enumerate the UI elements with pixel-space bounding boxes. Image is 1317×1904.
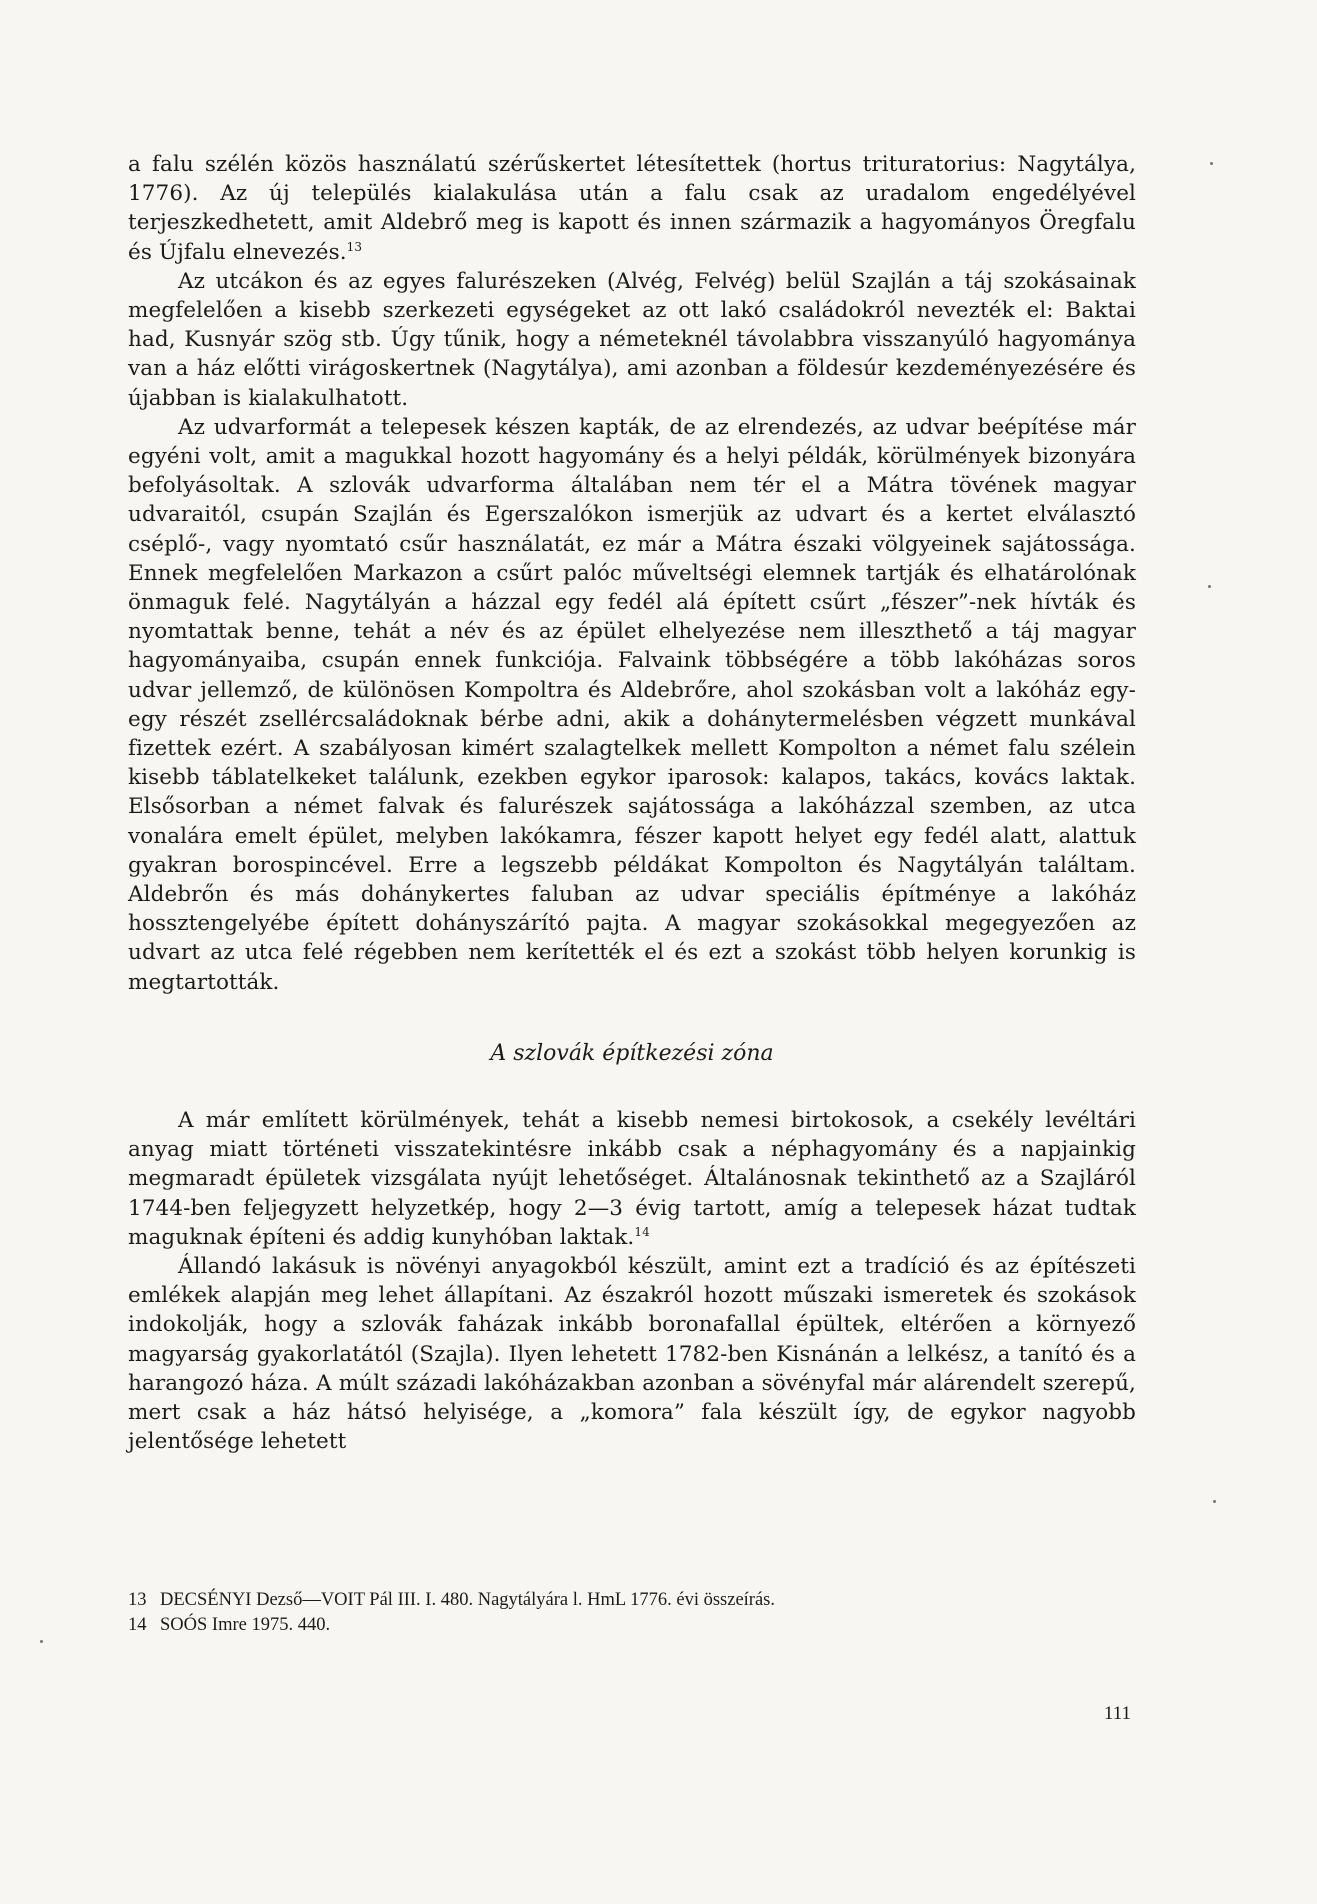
section-paragraph-1: A már említett körülmények, tehát a kisebb nemesi birtokosok, a csekély levéltári anyag miatt történeti visszatekintésre inkább csak a néphagyomány és a napjainkig megmaradt épületek vizsgálata nyújt lehetőséget. Általánosnak tekinthető az a Szajláról 1744-ben feljegyzett helyzetkép, hogy 2—3 évig tartott, amíg a telepesek házat tudtak maguknak építeni és addig kunyhóban laktak.$^{14}$ bbox=[128, 1107, 1136, 1250]
footnote-ref-14: 14 bbox=[634, 1224, 650, 1239]
footnotes bbox=[128, 1588, 1136, 1638]
section-title: A szlovák építkezési zóna bbox=[490, 1040, 774, 1066]
page-number: 111 bbox=[1103, 1703, 1131, 1724]
footnote-ref-13: 13 bbox=[346, 239, 363, 254]
footnote-text: SOÓS Imre 1975. 440. bbox=[160, 1615, 331, 1635]
footnote-13 bbox=[128, 1588, 1136, 1613]
scan-speck bbox=[1208, 585, 1211, 588]
footnote-number: 13 bbox=[128, 1590, 147, 1610]
footnote-text: DECSÉNYI Dezső—VOIT Pál III. I. 480. Nagytályára l. HmL 1776. évi összeírás. bbox=[160, 1590, 775, 1610]
page-body bbox=[128, 150, 1136, 1456]
paragraph-1: a falu szélén közös használatú szérűskertet létesítettek (hortus trituratorius: Nagytálya, 1776). Az új település kialakulása után a falu csak az uradalom engedélyével terjeszkedhetett, amit Aldebrő meg is kapott és innen származik a hagyományos Öregfalu és Újfalu elnevezés.$^{13}$ bbox=[128, 152, 1136, 265]
scan-speck bbox=[1210, 162, 1213, 165]
scan-speck bbox=[40, 1640, 43, 1643]
scan-speck bbox=[1213, 1500, 1216, 1503]
footnote-14 bbox=[128, 1613, 1136, 1638]
footnote-number: 14 bbox=[128, 1615, 147, 1635]
main-text bbox=[128, 150, 1136, 997]
paragraph-2: Az utcákon és az egyes falurészeken (Alvég, Felvég) belül Szajlán a táj szokásainak megfelelően a kisebb szerkezeti egységeket az ott lakó családokról nevezték el: Baktai had, Kusnyár szög stb. Úgy tűnik, hogy a németeknél távolabbra visszanyúló hagyománya van a ház előtti virágoskertnek (Nagytálya), ami azonban a földesúr kezdeményezésére és újabban is kialakulhatott. bbox=[128, 268, 1136, 411]
paragraph-3: Az udvarformát a telepesek készen kapták, de az elrendezés, az udvar beépítése már egyéni volt, amit a magukkal hozott hagyomány és a helyi példák, körülmények bizonyára befolyásoltak. A szlovák udvarforma általában nem tér el a Mátra tövének magyar udvaraitól, csupán Szajlán és Egerszalókon ismerjük az udvart és a kertet elválasztó cséplő-, vagy nyomtató csűr használatát, ez már a Mátra északi völgyeinek sajátossága. Ennek megfelelően Markazon a csűrt palóc műveltségi elemnek tartják és elhatárolónak önmaguk felé. Nagytályán a házzal egy fedél alá épített csűrt „fészer”-nek hívták és nyomtattak benne, tehát a név és az épület elhelyezése nem illeszthető a táj magyar hagyományaiba, csupán ennek funkciója. Falvaink többségére a több lakóházas soros udvar jellemző, de különösen Kompoltra és Aldebrőre, ahol szokásban volt a lakóház egy-egy részét zsellércsaládoknak bérbe adni, akik a dohánytermelésben végzett munkával fizettek ezért. A szabályosan kimért szalagtelkek mellett Kompolton a német falu szélein kisebb táblatelkeket találunk, ezekben egykor iparosok: kalapos, takács, kovács laktak. Elsősorban a német falvak és falurészek sajátossága a lakóházzal szemben, az utca vonalára emelt épület, melyben lakókamra, fészer kapott helyet egy fedél alatt, alattuk gyakran borospincével. Erre a legszebb példákat Kompolton és Nagytályán találtam. Aldebrőn és más dohánykertes faluban az udvar speciális építménye a lakóház hossztengelyébe épített dohányszárító pajta. A magyar szokásokkal megegyezően az udvart az utca felé régebben nem kerítették el és ezt a szokást több helyen korunkig is megtartották. bbox=[128, 414, 1136, 995]
section-paragraph-2: Állandó lakásuk is növényi anyagokból készült, amint ezt a tradíció és az építészeti emlékek alapján meg lehet állapítani. Az északról hozott műszaki ismeretek és szokások indokolják, hogy a szlovák faházak inkább boronafallal épültek, eltérően a környező magyarság gyakorlatától (Szajla). Ilyen lehetett 1782-ben Kisnánán a lelkész, a tanító és a harangozó háza. A múlt századi lakóházakban azonban a sövényfal már alárendelt szerepű, mert csak a ház hátsó helyisége, a „komora” fala készült így, de egykor nagyobb jelentősége lehetett bbox=[128, 1253, 1136, 1455]
section-text bbox=[128, 1106, 1136, 1456]
